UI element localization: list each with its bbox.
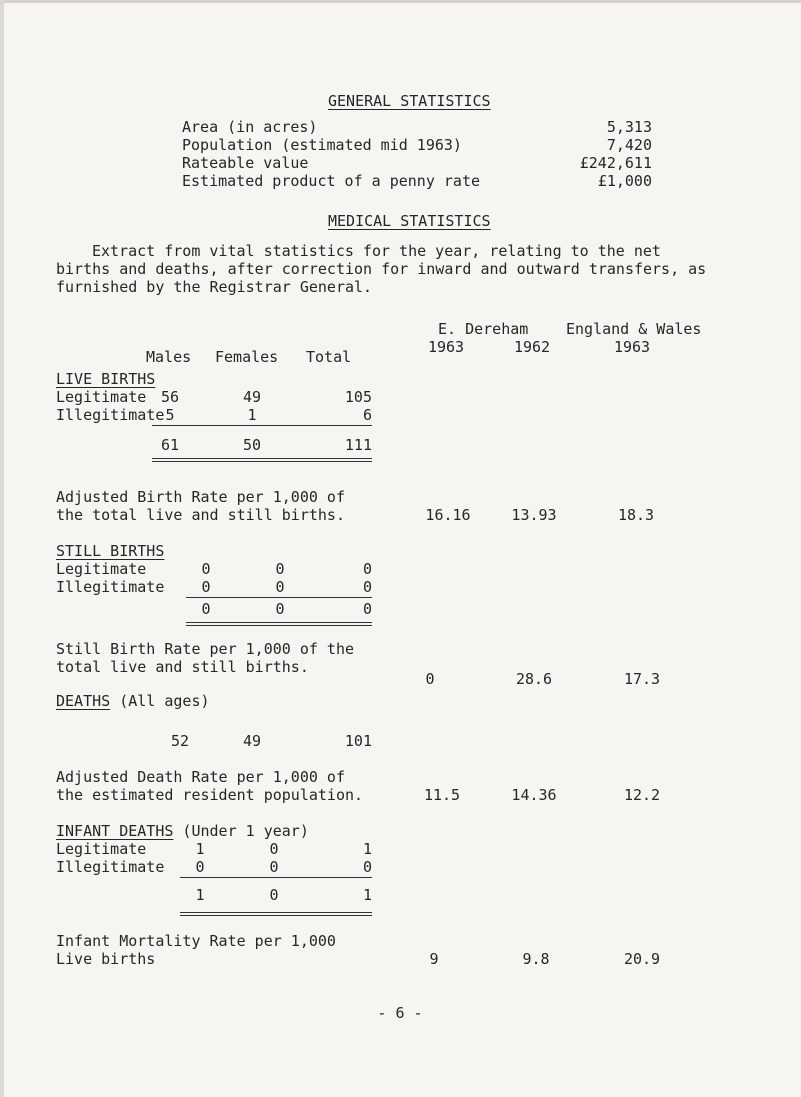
general-row-value: 7,420 bbox=[606, 136, 652, 154]
total-rule bbox=[180, 912, 372, 913]
sum-total: 1 bbox=[362, 886, 372, 904]
rate-label: total live and still births. bbox=[56, 658, 309, 676]
header-year: 1963 bbox=[427, 338, 465, 356]
still-births-heading: STILL BIRTHS bbox=[56, 542, 165, 560]
sum-males: 61 bbox=[160, 436, 180, 454]
sum-females: 0 bbox=[269, 886, 279, 904]
cell-total: 0 bbox=[362, 858, 372, 876]
sum-total: 111 bbox=[344, 436, 372, 454]
cell-total: 1 bbox=[362, 840, 372, 858]
subtotal-rule bbox=[186, 597, 372, 598]
general-title: GENERAL STATISTICS bbox=[328, 92, 491, 110]
row-label: Illegitimate bbox=[56, 406, 165, 424]
rate-label: the estimated resident population. bbox=[56, 786, 364, 804]
rate-value: 0 bbox=[425, 670, 435, 688]
infant-heading-suffix: (Under 1 year) bbox=[173, 822, 309, 840]
rate-label: Adjusted Birth Rate per 1,000 of bbox=[56, 488, 345, 506]
cell-females: 1 bbox=[247, 406, 257, 424]
deaths-heading-suffix: (All ages) bbox=[110, 692, 210, 710]
header-e-dereham: E. Dereham bbox=[438, 320, 529, 338]
intro-line: births and deaths, after correction for inward and outward transfers, as bbox=[56, 260, 707, 278]
cell-males: 5 bbox=[165, 406, 175, 424]
cell-females: 49 bbox=[242, 388, 262, 406]
total-rule bbox=[186, 625, 372, 626]
sum-females: 0 bbox=[275, 600, 285, 618]
rate-value: 28.6 bbox=[515, 670, 553, 688]
general-row-value: £242,611 bbox=[579, 154, 652, 172]
rate-value: 18.3 bbox=[617, 506, 655, 524]
general-row-label: Area (in acres) bbox=[182, 118, 318, 136]
rate-value: 20.9 bbox=[623, 950, 661, 968]
cell-females: 49 bbox=[242, 732, 262, 750]
header-year: 1962 bbox=[513, 338, 551, 356]
page-top-edge bbox=[0, 0, 801, 3]
cell-males: 0 bbox=[201, 578, 211, 596]
row-label: Illegitimate bbox=[56, 858, 165, 876]
subtotal-rule bbox=[152, 425, 372, 426]
rate-label: Infant Mortality Rate per 1,000 bbox=[56, 932, 336, 950]
cell-females: 0 bbox=[275, 578, 285, 596]
row-label: Legitimate bbox=[56, 840, 147, 858]
row-label: Illegitimate bbox=[56, 578, 165, 596]
header-year: 1963 bbox=[613, 338, 651, 356]
cell-females: 0 bbox=[269, 840, 279, 858]
infant-heading-line bbox=[56, 822, 309, 840]
sum-males: 1 bbox=[195, 886, 205, 904]
page-number: - 6 - bbox=[377, 1004, 423, 1022]
intro-line: Extract from vital statistics for the year, relating to the net bbox=[92, 242, 661, 260]
cell-males: 52 bbox=[170, 732, 190, 750]
rate-value: 13.93 bbox=[511, 506, 557, 524]
cell-total: 6 bbox=[362, 406, 372, 424]
rate-value: 9.8 bbox=[522, 950, 550, 968]
rate-label: the total live and still births. bbox=[56, 506, 345, 524]
page-left-edge bbox=[0, 0, 4, 1097]
cell-total: 105 bbox=[344, 388, 372, 406]
rate-label: Live births bbox=[56, 950, 156, 968]
rate-label: Adjusted Death Rate per 1,000 of bbox=[56, 768, 345, 786]
total-rule bbox=[180, 915, 372, 916]
general-row-label: Rateable value bbox=[182, 154, 309, 172]
rate-label: Still Birth Rate per 1,000 of the bbox=[56, 640, 355, 658]
general-row-label: Estimated product of a penny rate bbox=[182, 172, 481, 190]
cell-total: 0 bbox=[362, 560, 372, 578]
cell-males: 0 bbox=[195, 858, 205, 876]
deaths-heading-line bbox=[56, 692, 210, 710]
deaths-heading: DEATHS bbox=[56, 692, 111, 710]
total-rule bbox=[152, 461, 372, 462]
cell-females: 0 bbox=[269, 858, 279, 876]
general-row-value: £1,000 bbox=[597, 172, 652, 190]
general-row-value: 5,313 bbox=[606, 118, 652, 136]
cell-total: 0 bbox=[362, 578, 372, 596]
cell-total: 101 bbox=[344, 732, 372, 750]
header-england-wales: England & Wales bbox=[566, 320, 702, 338]
rate-value: 11.5 bbox=[423, 786, 461, 804]
infant-deaths-heading: INFANT DEATHS bbox=[56, 822, 174, 840]
general-row-label: Population (estimated mid 1963) bbox=[182, 136, 462, 154]
total-rule bbox=[152, 458, 372, 459]
live-births-heading: LIVE BIRTHS bbox=[56, 370, 156, 388]
header-total: Total bbox=[306, 348, 352, 366]
cell-females: 0 bbox=[275, 560, 285, 578]
row-label: Legitimate bbox=[56, 560, 147, 578]
sum-females: 50 bbox=[242, 436, 262, 454]
total-rule bbox=[186, 622, 372, 623]
row-label: Legitimate bbox=[56, 388, 147, 406]
rate-value: 17.3 bbox=[623, 670, 661, 688]
header-males: Males bbox=[146, 348, 192, 366]
header-females: Females bbox=[215, 348, 279, 366]
rate-value: 9 bbox=[429, 950, 439, 968]
cell-males: 0 bbox=[201, 560, 211, 578]
rate-value: 14.36 bbox=[511, 786, 557, 804]
intro-line: furnished by the Registrar General. bbox=[56, 278, 373, 296]
sum-males: 0 bbox=[201, 600, 211, 618]
subtotal-rule bbox=[180, 877, 372, 878]
cell-males: 56 bbox=[160, 388, 180, 406]
medical-title: MEDICAL STATISTICS bbox=[328, 212, 491, 230]
rate-value: 16.16 bbox=[425, 506, 471, 524]
rate-value: 12.2 bbox=[623, 786, 661, 804]
cell-males: 1 bbox=[195, 840, 205, 858]
sum-total: 0 bbox=[362, 600, 372, 618]
